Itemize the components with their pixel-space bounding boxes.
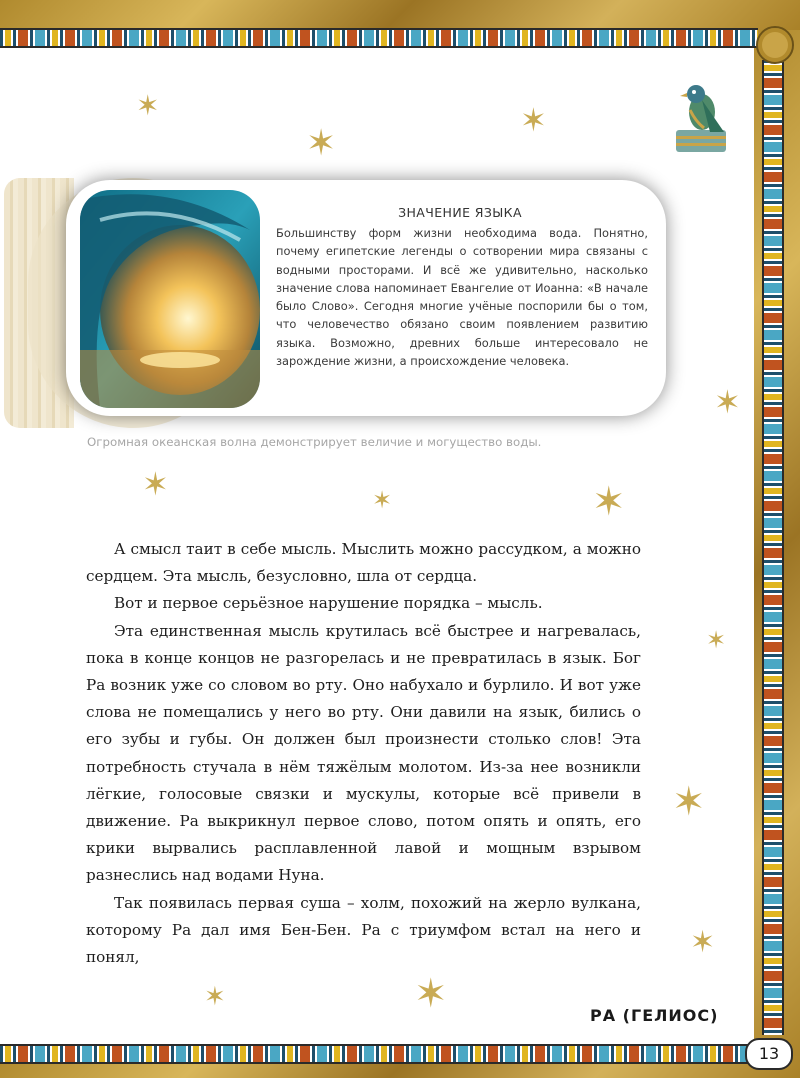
star-icon: ✶: [672, 779, 706, 825]
section-title: РА (ГЕЛИОС): [590, 1006, 719, 1025]
main-text: [86, 536, 641, 971]
falcon-bird-icon: [672, 80, 732, 155]
star-icon: ✶: [414, 971, 448, 1017]
ocean-wave-image: [80, 190, 260, 408]
star-icon: ✶: [520, 101, 547, 139]
paragraph: Так появилась первая суша – холм, похожий на жерло вулкана, которому Ра дал имя Бен-Бен. Ра с триумфом встал на него и понял,: [86, 893, 641, 967]
star-icon: ✶: [592, 479, 626, 525]
pattern-band-bottom: [0, 1044, 760, 1064]
page-number: 13: [745, 1038, 793, 1070]
star-icon: ✶: [204, 982, 226, 1012]
pattern-band-right: [762, 60, 784, 1035]
star-icon: ✶: [690, 925, 716, 960]
pattern-band-top: [0, 28, 758, 48]
knot-icon: [756, 26, 794, 64]
card-text: Большинству форм жизни необходима вода. Понятно, почему египетские легенды о сотворении мира связаны с водными просторами. И всё же удивительно, насколько значение слова напоминает Евангелие от Иоанна: «В начале было Слово». Сегодня многие учёные поспорили бы о том, что человечество обязано своим появлением развитию языка. Возможно, древних больше интересовало не зарождение жизни, а происхождение человека.: [276, 226, 648, 369]
star-icon: ✶: [706, 626, 727, 654]
card-title: ЗНАЧЕНИЕ ЯЗЫКА: [398, 205, 522, 220]
star-icon: ✶: [306, 123, 337, 164]
paragraph: Эта единственная мысль крутилась всё быстрее и нагревалась, пока в конце концов не разгорелась и не превратилась в язык. Бог Ра возник уже со словом во рту. Оно набухало и бурлило. И вот уже слова не помещались у него во рту. Они давили на язык, бились о его зубы и губы. Он должен был произнести столько слов! Эта потребность стучала в нём тяжёлым молотом. Из-за нее возникли лёгкие, голосовые связки и мускулы, которые всё привели в движение. Ра выкрикнул первое слово, потом опять и опять, его крики вырвались расплавленной лавой и мощным взрывом разнеслись над водами Нуна.: [86, 621, 641, 885]
gold-frame-top: [0, 0, 800, 30]
star-icon: ✶: [136, 89, 160, 122]
paragraph: А смысл таит в себе мысль. Мыслить можно рассудком, а можно сердцем. Эта мысль, безусловно, шла от сердца.: [86, 540, 641, 586]
paragraph: Вот и первое серьёзное нарушение порядка – мысль.: [114, 594, 543, 613]
star-icon: ✶: [142, 465, 169, 503]
image-caption: Огромная океанская волна демонстрирует величие и могущество воды.: [87, 435, 542, 449]
star-icon: ✶: [714, 383, 741, 421]
star-icon: ✶: [372, 486, 393, 514]
